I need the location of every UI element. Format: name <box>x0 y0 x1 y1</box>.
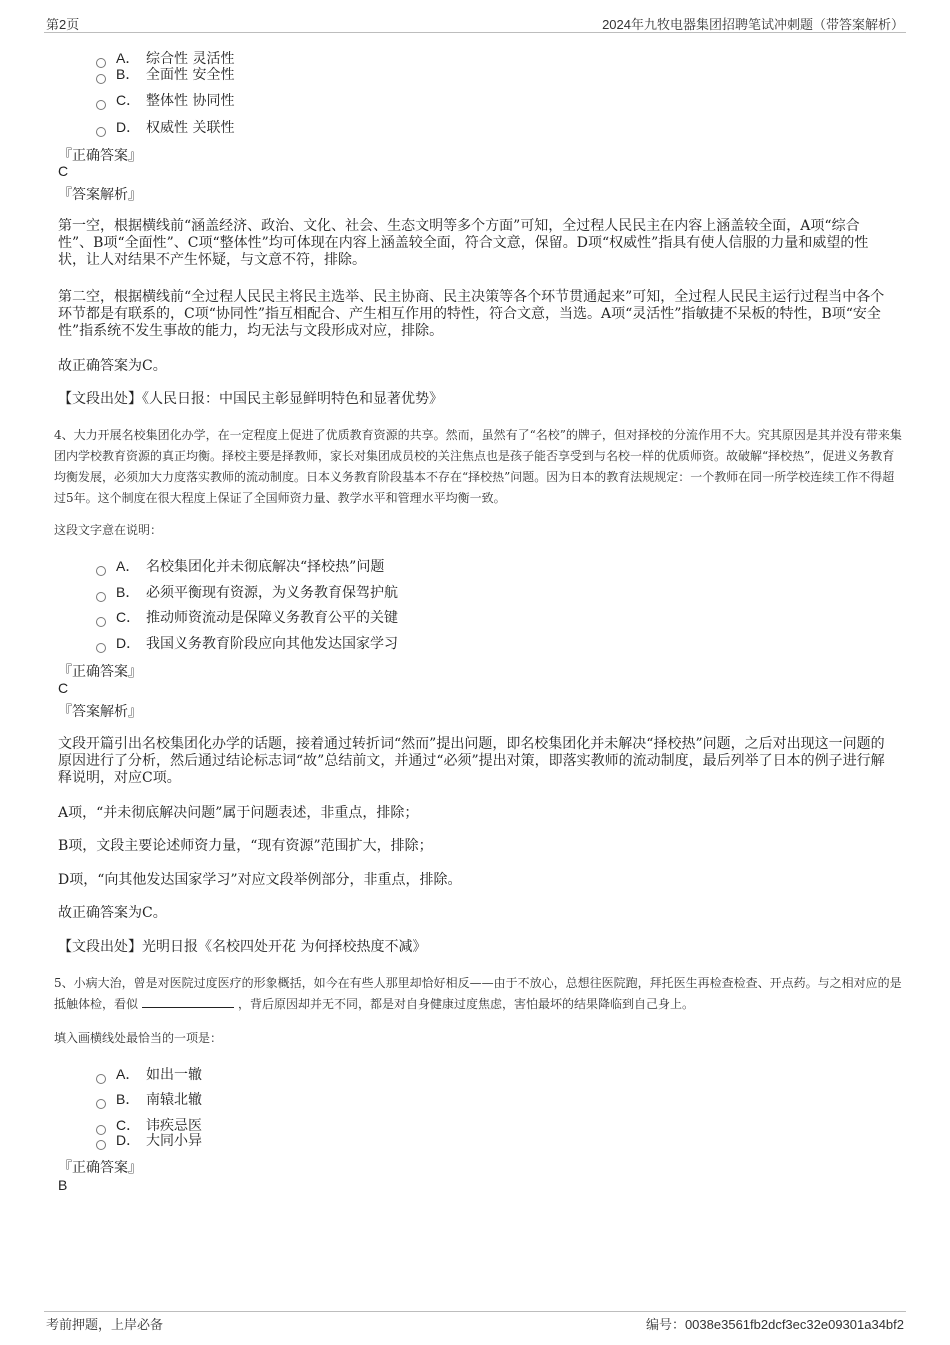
option-b[interactable]: B． 南辕北辙 <box>96 1089 202 1109</box>
document-title: 2024年九牧电器集团招聘笔试冲刺题（带答案解析） <box>602 17 904 32</box>
question-stem: 4、大力开展名校集团化办学，在一定程度上促进了优质教育资源的共享。然而，虽然有了“名校”的牌子，但对择校的分流作用不大。究其原因是其并没有带来集团内学校教育资源的真正均衡。择校主要是择教师，家长对集团成员校的关注焦点也是孩子能否享受到与名校一样的优质师资。故破解“择校热”，促进义务教育均衡发展，必须加大力度落实教师的流动制度。日本义务教育阶段基本不存在“择校热”问题。因为日本的教育法规规定：一个教师在同一所学校连续工作不得超过5年。这个制度在很大程度上保证了全国师资力量、教学水平和管理水平均衡一致。 <box>54 428 902 505</box>
answer-label: 『正确答案』 <box>58 1160 142 1176</box>
radio-icon[interactable] <box>96 566 106 576</box>
option-c[interactable]: C． 整体性 协同性 <box>96 90 234 110</box>
answer-label: 『正确答案』 <box>58 148 142 164</box>
radio-icon[interactable] <box>96 643 106 653</box>
analysis-label: 『答案解析』 <box>58 704 142 720</box>
header-divider <box>44 32 906 33</box>
option-d[interactable]: D． 我国义务教育阶段应向其他发达国家学习 <box>96 633 398 653</box>
analysis-conclusion: 故正确答案为C。 <box>58 358 167 374</box>
answer-label: 『正确答案』 <box>58 664 142 680</box>
analysis-paragraph: 文段开篇引出名校集团化办学的话题，接着通过转折词“然而”提出问题，即名校集团化并未解决“择校热”问题，之后对出现这一问题的原因进行了分析，然后通过结论标志词“故”总结前文，并通过“必须”提出对策，即落实教师的流动制度，最后列举了日本的例子进行解释说明，对应C项。 <box>58 736 885 786</box>
answer-value: C <box>58 680 69 696</box>
analysis-paragraph: A项，“并未彻底解决问题”属于问题表述，非重点，排除； <box>58 805 419 821</box>
option-a[interactable]: A． 名校集团化并未彻底解决“择校热”问题 <box>96 556 384 576</box>
option-d[interactable]: D． 权威性 关联性 <box>96 117 234 137</box>
radio-icon[interactable] <box>96 592 106 602</box>
radio-icon[interactable] <box>96 1140 106 1150</box>
answer-value: C <box>58 163 69 179</box>
option-b[interactable]: B． 全面性 安全性 <box>96 64 234 84</box>
analysis-paragraph: D项，“向其他发达国家学习”对应文段举例部分，非重点，排除。 <box>58 872 462 888</box>
analysis-paragraph: 第二空，根据横线前“全过程人民民主将民主选举、民主协商、民主决策等各个环节贯通起来”可知，全过程人民民主运行过程当中各个环节都是有联系的，C项“协同性”指互相配合、产生相互作用的特性，符合文意，当选。A项“灵活性”指敏捷不呆板的特性，B项“安全性”指系统不发生事故的能力，均无法与文段形成对应，排除。 <box>58 289 885 339</box>
page-number: 第2页 <box>46 17 80 32</box>
analysis-paragraph: B项，文段主要论述师资力量，“现有资源”范围扩大，排除； <box>58 838 433 854</box>
analysis-label: 『答案解析』 <box>58 187 142 203</box>
option-a[interactable]: A． 综合性 灵活性 <box>96 48 234 68</box>
radio-icon[interactable] <box>96 100 106 110</box>
radio-icon[interactable] <box>96 1099 106 1109</box>
source-citation: 【文段出处】光明日报《名校四处开花 为何择校热度不减》 <box>58 939 427 955</box>
answer-value: B <box>58 1177 68 1193</box>
radio-icon[interactable] <box>96 74 106 84</box>
question-prompt: 这段文字意在说明： <box>54 523 163 537</box>
fill-in-blank <box>142 997 234 1008</box>
analysis-paragraph: 第一空，根据横线前“涵盖经济、政治、文化、社会、生态文明等多个方面”可知，全过程人民民主在内容上涵盖较全面，A项“综合性”、B项“全面性”、C项“整体性”均可体现在内容上涵盖较全面，符合文意，保留。D项“权威性”指具有使人信服的力量和威望的性状，让人对结果不产生怀疑，与文意不符，排除。 <box>58 218 869 268</box>
option-d[interactable]: D． 大同小异 <box>96 1130 202 1150</box>
source-citation: 【文段出处】《人民日报：中国民主彰显鲜明特色和显著优势》 <box>58 391 443 407</box>
document-code: 编号：0038e3561fb2dcf3ec32e09301a34bf2 <box>645 1317 904 1332</box>
option-b[interactable]: B． 必须平衡现有资源，为义务教育保驾护航 <box>96 582 398 602</box>
radio-icon[interactable] <box>96 1074 106 1084</box>
option-a[interactable]: A． 如出一辙 <box>96 1064 202 1084</box>
radio-icon[interactable] <box>96 127 106 137</box>
question-prompt: 填入画横线处最恰当的一项是： <box>54 1031 223 1045</box>
radio-icon[interactable] <box>96 617 106 627</box>
question-stem: 5、小病大治，曾是对医院过度医疗的形象概括，如今在有些人那里却恰好相反——由于不放心，总想往医院跑，拜托医生再检查检查、开点药。与之相对应的是抵触体检，看似 ，背后原因却并无不同，都是对自身健康过度焦虑，害怕最坏的结果降临到自己身上。 <box>54 976 902 1011</box>
footer-slogan: 考前押题，上岸必备 <box>46 1317 164 1332</box>
option-c[interactable]: C． 推动师资流动是保障义务教育公平的关键 <box>96 607 398 627</box>
analysis-conclusion: 故正确答案为C。 <box>58 905 167 921</box>
option-c[interactable]: C． 讳疾忌医 <box>96 1115 202 1135</box>
footer-divider <box>44 1311 906 1312</box>
